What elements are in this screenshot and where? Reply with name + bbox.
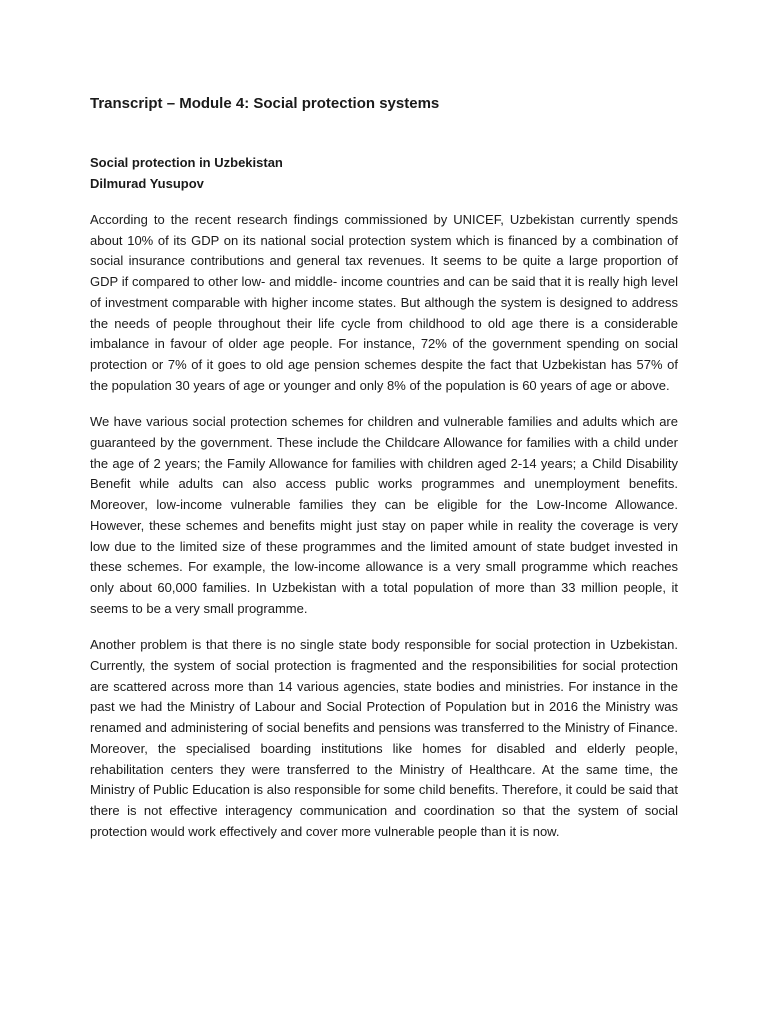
document-title: Transcript – Module 4: Social protection systems <box>90 95 440 112</box>
author-name: Dilmurad Yusupov <box>90 176 204 191</box>
paragraph-2: We have various social protection schemes for children and vulnerable families and adults which are guaranteed by the government. These include the Childcare Allowance for families with a child under the age of 2 years; the Family Allowance for families with children aged 2-14 years; a Child Disability Benefit while adults can also access public works programmes and unemployment benefits. Moreover, low-income vulnerable families they can be eligible for the Low-Income Allowance. However, these schemes and benefits might just stay on paper while in reality the coverage is very low due to the limited size of these programmes and the limited amount of state budget invested in these schemes. For example, the low-income allowance is a very small programme which reaches only about 60,000 families. In Uzbekistan with a total population of more than 33 million people, it seems to be a very small programme. <box>90 414 678 616</box>
paragraph-1: According to the recent research findings commissioned by UNICEF, Uzbekistan currently spends about 10% of its GDP on its national social protection system which is financed by a combination of social insurance contributions and general tax revenues. It seems to be quite a large proportion of GDP if compared to other low- and middle- income countries and can be said that it is really high level of investment comparable with higher income states. But although the system is designed to address the needs of people throughout their life cycle from childhood to old age there is a considerable imbalance in favour of older age people. For instance, 72% of the government spending on social protection or 7% of it goes to old age pension schemes despite the fact that Uzbekistan has 57% of the population 30 years of age or younger and only 8% of the population is 60 years of age or above. <box>90 212 678 393</box>
section-title: Social protection in Uzbekistan <box>90 155 283 170</box>
paragraph-3: Another problem is that there is no single state body responsible for social protection in Uzbekistan. Currently, the system of social protection is fragmented and the responsibilities for social protection are scattered across more than 14 various agencies, state bodies and ministries. For instance in the past we had the Ministry of Labour and Social Protection of Population but in 2016 the Ministry was renamed and administering of social benefits and pensions was transferred to the Ministry of Finance. Moreover, the specialised boarding institutions like homes for disabled and elderly people, rehabilitation centers they were transferred to the Ministry of Healthcare. At the same time, the Ministry of Public Education is also responsible for some child benefits. Therefore, it could be said that there is not effective interagency communication and coordination so that the system of social protection would work effectively and cover more vulnerable people than it is now. <box>90 637 678 839</box>
document-page <box>90 93 678 858</box>
